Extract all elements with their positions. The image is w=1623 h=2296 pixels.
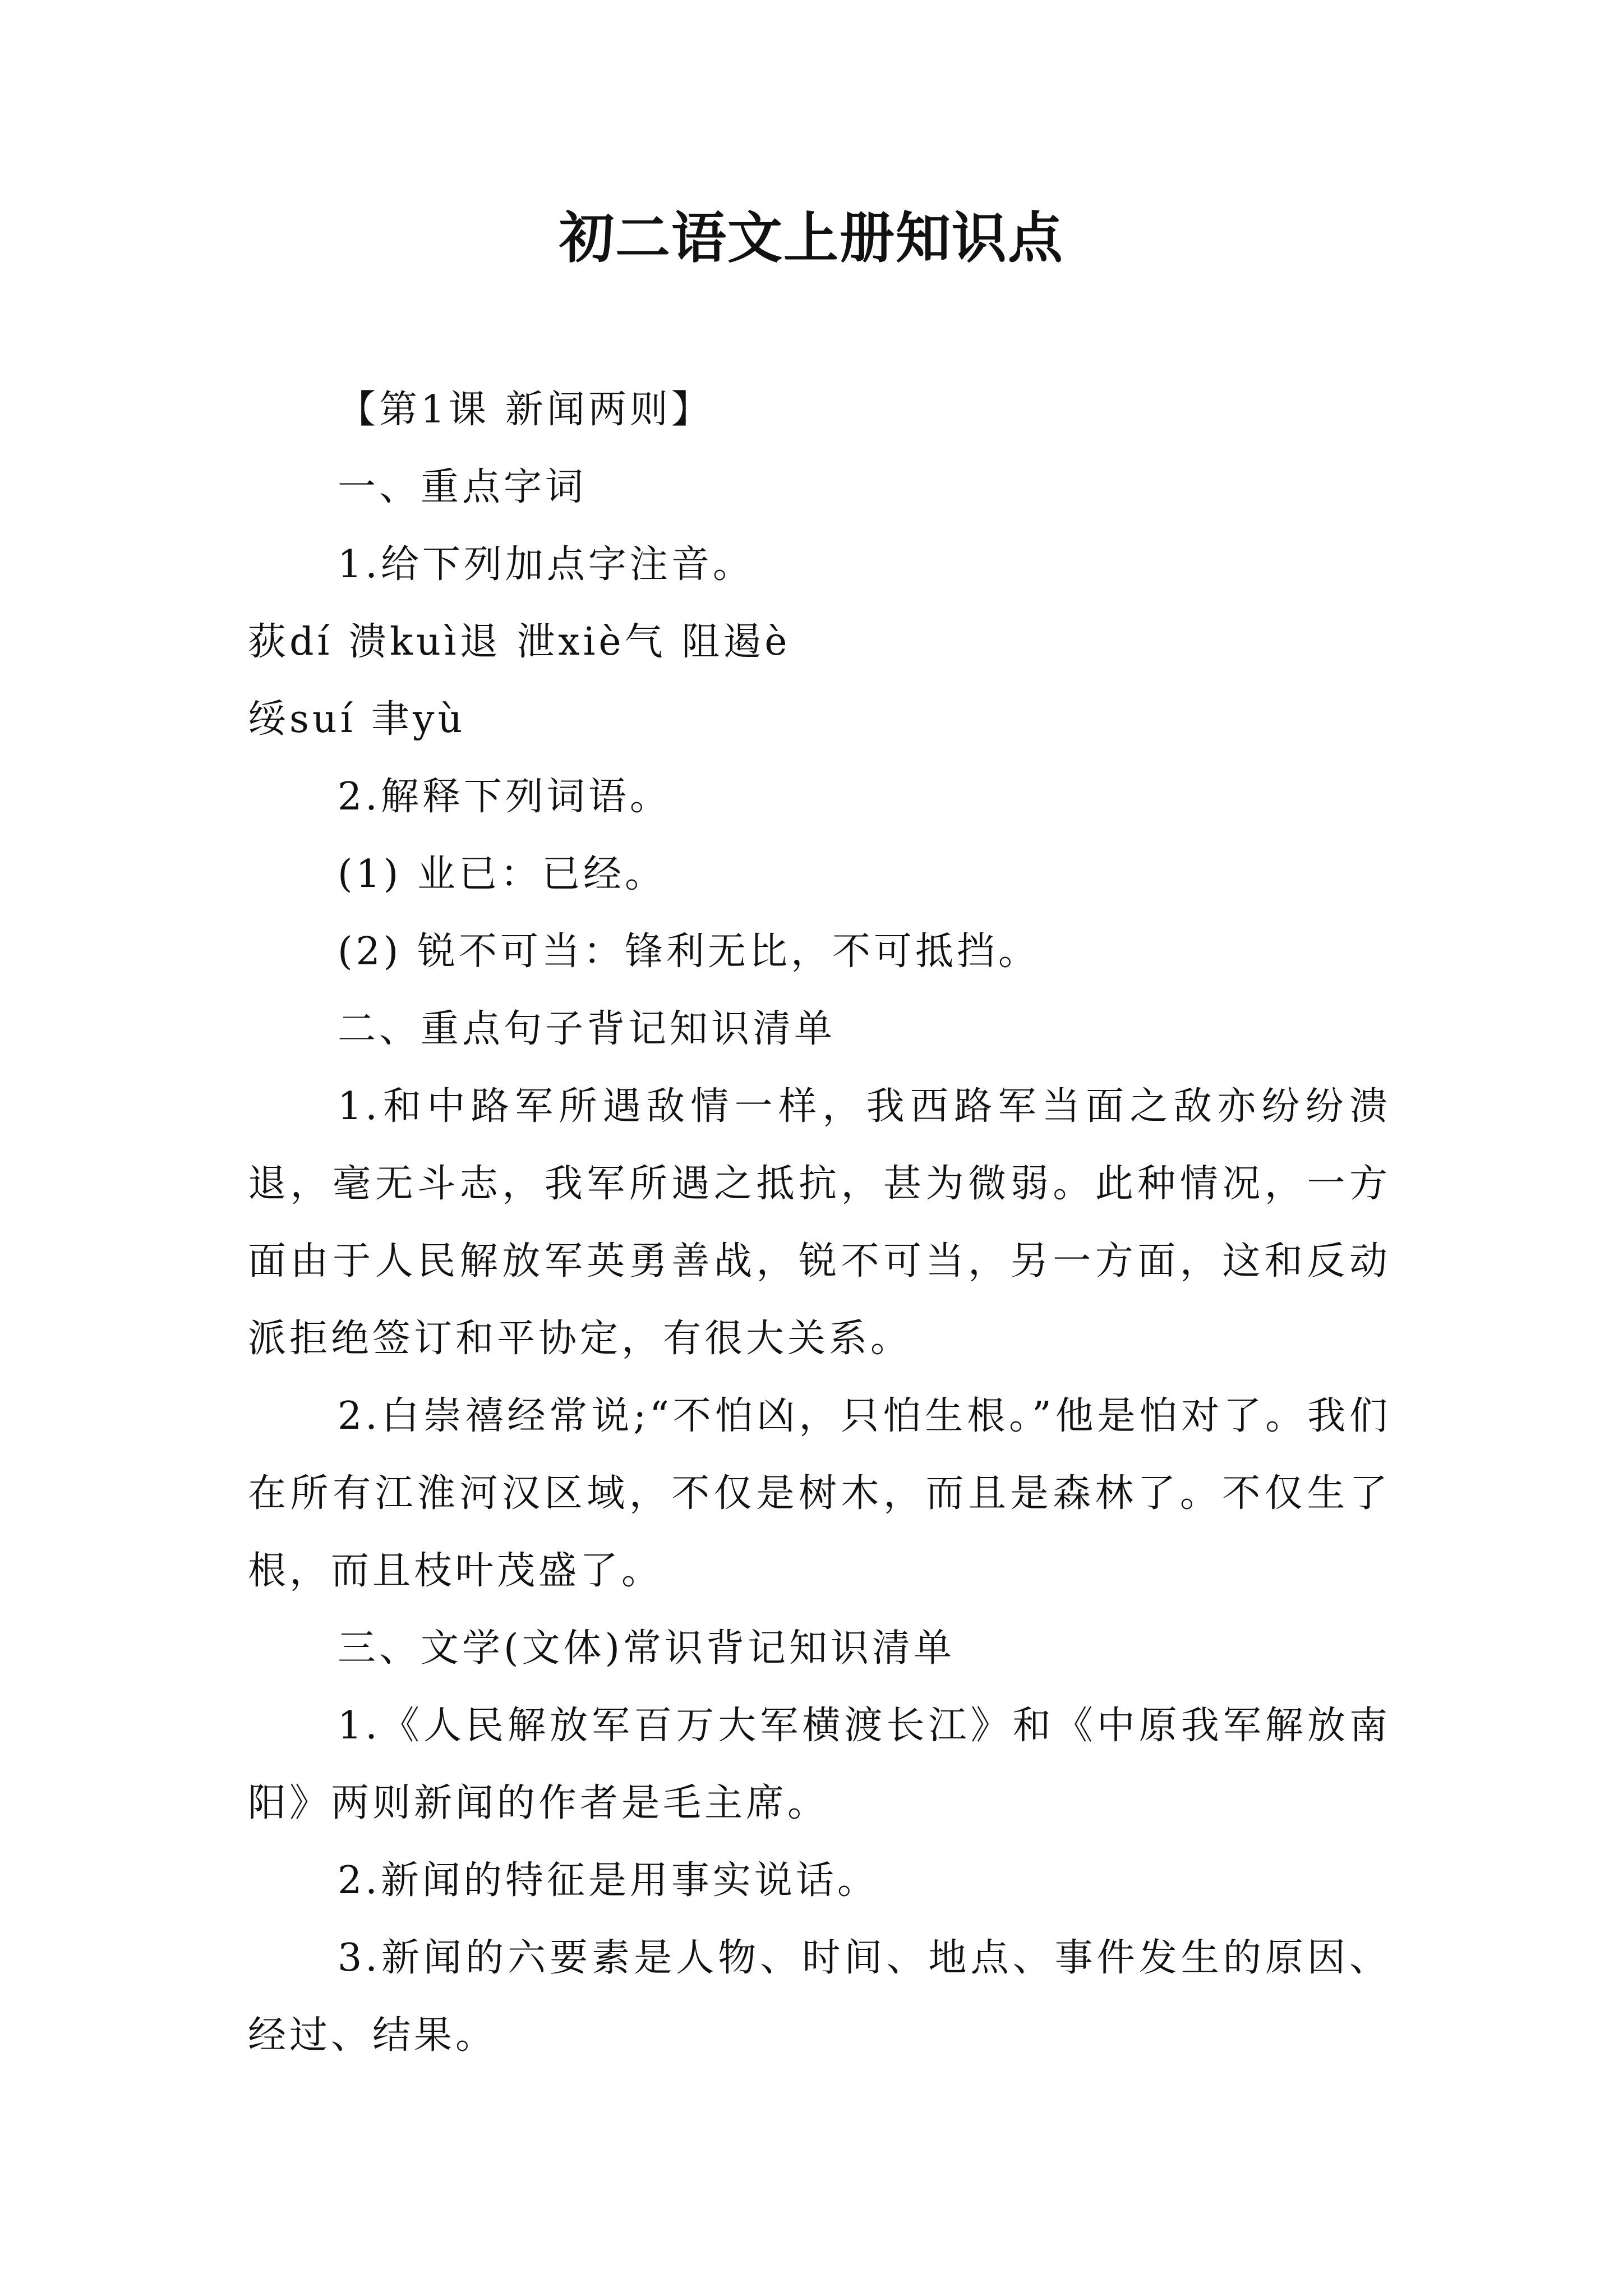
literature-paragraph: 3.新闻的六要素是人物、时间、地点、事件发生的原因、经过、结果。 [248,1936,1391,2058]
question-definitions-prompt: 2.解释下列词语。 [338,775,671,819]
document-body [248,371,1391,2074]
key-sentence-paragraph: 2.白崇禧经常说;“不怕凶，只怕生根。”他是怕对了。我们在所有江淮河汉区域，不仅是树木，而且是森林了。不仅生了根，而且枝叶茂盛了。 [248,1394,1391,1593]
definition-item: (2) 锐不可当：锋利无比，不可抵挡。 [338,930,1040,974]
literature-paragraph: 1.《人民解放军百万大军横渡长江》和《中原我军解放南阳》两则新闻的作者是毛主席。 [248,1704,1391,1825]
document-title: 初二语文上册知识点 [559,206,1064,270]
section-heading-literature: 三、文学(文体)常识背记知识清单 [338,1626,956,1671]
question-pinyin-prompt: 1.给下列加点字注音。 [338,542,754,587]
lesson-heading: 【第1课 新闻两则】 [338,388,713,432]
section-heading-key-sentences: 二、重点句子背记知识清单 [338,1007,836,1051]
section-heading-key-words: 一、重点字词 [338,465,587,509]
pinyin-line: 荻dí 溃kuì退 泄xiè气 阻遏è [248,620,791,664]
literature-paragraph: 2.新闻的特征是用事实说话。 [338,1858,879,1903]
key-sentence-paragraph: 1.和中路军所遇敌情一样，我西路军当面之敌亦纷纷溃退，毫无斗志，我军所遇之抵抗，甚为微弱。此种情况，一方面由于人民解放军英勇善战，锐不可当，另一方面，这和反动派拒绝签订和平协定，有很大关系。 [248,1084,1391,1361]
pinyin-line: 绥suí 聿yù [248,697,466,742]
definition-item: (1) 业已：已经。 [338,852,666,896]
